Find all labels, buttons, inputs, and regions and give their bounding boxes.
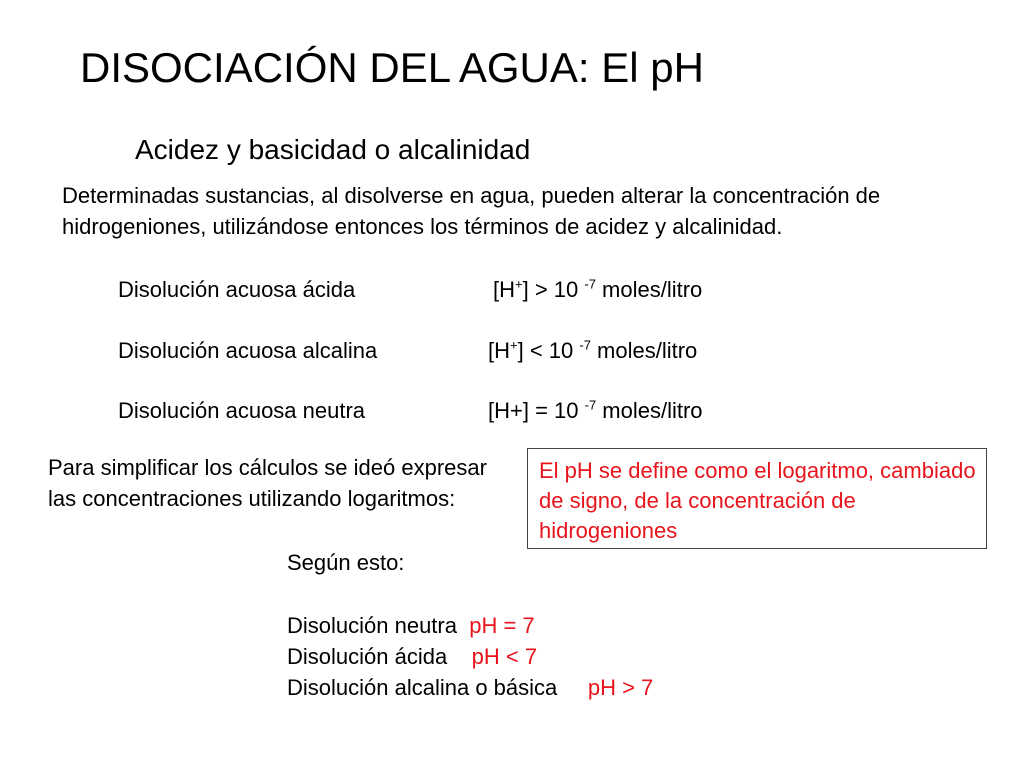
exponent: -7	[584, 397, 597, 413]
bracket-close: ] < 10	[517, 338, 580, 363]
unit: moles/litro	[596, 398, 703, 423]
ion-charge: +	[510, 337, 518, 353]
row-label-alkaline: Disolución acuosa alcalina	[118, 338, 378, 363]
page-title: DISOCIACIÓN DEL AGUA: El pH	[80, 44, 704, 91]
bracket-open: [H	[488, 338, 510, 363]
row-label-acid: Disolución acuosa ácida	[118, 277, 356, 302]
result-label: Disolución alcalina o básica	[287, 675, 558, 700]
result-acid	[287, 644, 537, 670]
result-value: pH = 7	[469, 613, 535, 638]
result-value: pH > 7	[587, 675, 654, 700]
unit: moles/litro	[595, 277, 703, 302]
subtitle: Acidez y basicidad o alcalinidad	[135, 134, 531, 165]
bracket-expr: [H+] = 10	[488, 398, 585, 423]
row-value-acid	[493, 277, 702, 303]
ion-charge: +	[515, 276, 523, 292]
unit: moles/litro	[590, 338, 698, 363]
result-alkaline	[287, 675, 653, 701]
result-value: pH < 7	[471, 644, 538, 669]
row-value-neutral	[488, 398, 703, 424]
simplify-paragraph: Para simplificar los cálculos se ideó expresar las concentraciones utilizando logaritmos:	[48, 455, 487, 511]
result-label: Disolución ácida	[287, 644, 448, 669]
exponent: -7	[579, 337, 591, 353]
row-value-alkaline	[488, 338, 697, 364]
bracket-open: [H	[493, 277, 515, 302]
intro-paragraph: Determinadas sustancias, al disolverse en agua, pueden alterar la concentración de hidrogeniones, utilizándose entonces los términos de acidez y alcalinidad.	[62, 183, 881, 239]
result-neutral	[287, 613, 535, 639]
row-label-neutral: Disolución acuosa neutra	[118, 398, 366, 423]
definition-box: El pH se define como el logaritmo, cambiado de signo, de la concentración de hidrogeniones	[527, 448, 987, 549]
exponent: -7	[584, 276, 596, 292]
result-label: Disolución neutra	[287, 613, 457, 638]
bracket-close: ] > 10	[522, 277, 585, 302]
according-label: Según esto:	[287, 550, 405, 575]
